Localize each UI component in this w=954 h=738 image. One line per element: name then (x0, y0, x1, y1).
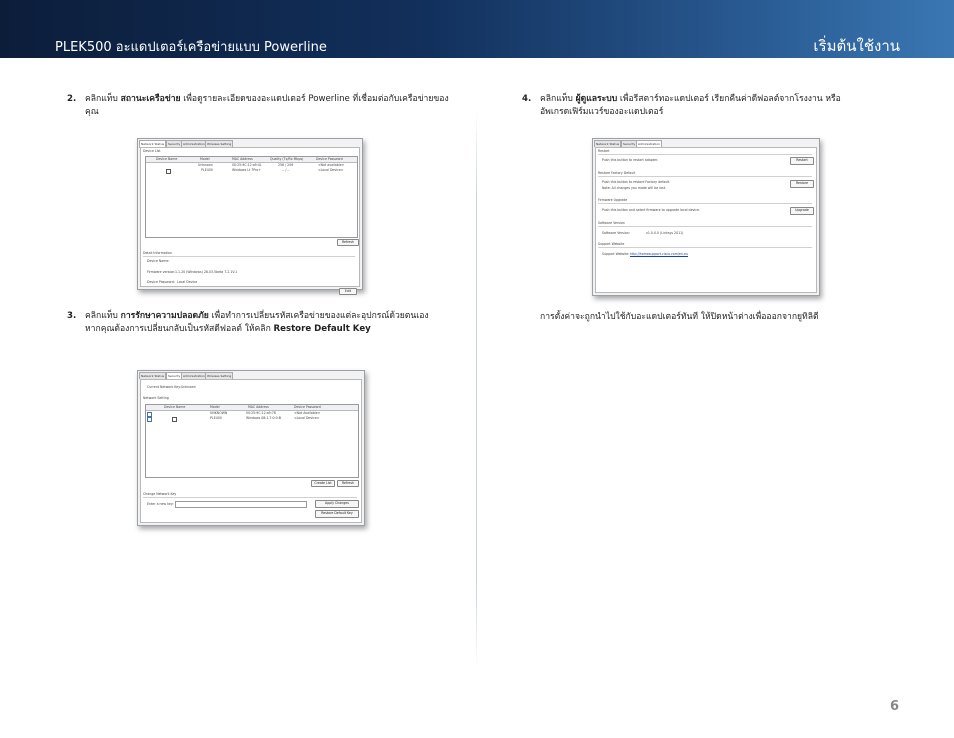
table-row[interactable] (146, 416, 358, 421)
tab-content (140, 379, 362, 523)
device-checkbox[interactable] (172, 417, 177, 422)
step-text: เพื่อดูรายละเอียดของอะแดปเตอร์ Powerline ที่เชื่อมต่อกับเครือข่ายของคุณ (85, 94, 449, 117)
table-cell: 00:25:9C:12:a9:4L (232, 163, 262, 167)
tab-network-status[interactable]: Network Status (141, 142, 165, 146)
column-header: Device Password (316, 157, 343, 161)
current-key-label: Current Network Key: (147, 385, 181, 389)
table-cell: -- / -- (282, 168, 290, 172)
tab-administration[interactable]: Administration (183, 374, 205, 378)
restore-default-key-button[interactable]: Restore Default Key (315, 510, 359, 518)
security-screenshot (137, 370, 365, 526)
current-key-value: Unknown (181, 385, 196, 389)
step-tab-name: สถานะเครือข่าย (120, 94, 181, 104)
step-text: คลิกแท็บ (85, 311, 121, 321)
enter-key-label: Enter a new key: (147, 502, 174, 506)
refresh-button[interactable]: Refresh (337, 239, 359, 246)
detail-password-label: Device Password: (147, 280, 175, 284)
step-3 (67, 310, 437, 336)
tab-content (595, 147, 817, 293)
table-cell: <Local Device> (318, 168, 344, 172)
divider (598, 154, 812, 155)
network-status-screenshot (137, 138, 363, 293)
detail-firmware-label: Firmware version: (147, 270, 176, 274)
detail-title: Detail Information (143, 251, 172, 255)
device-table (145, 156, 358, 238)
divider (143, 256, 355, 257)
table-cell: PLE400 (210, 416, 222, 420)
administration-screenshot (592, 138, 820, 296)
device-list-title: Device List (143, 149, 161, 153)
detail-password-value: Local Device (177, 280, 198, 284)
divider (143, 497, 357, 498)
column-header: Device Name (164, 405, 186, 409)
tab-wireless-setting[interactable]: Wireless Setting (207, 142, 232, 146)
restart-title: Restart (598, 149, 610, 153)
software-version-label: Software Version: (602, 231, 630, 235)
network-setting-title: Network Setting (143, 396, 169, 400)
step-text: คลิกแท็บ (540, 94, 576, 104)
step-text: เพื่อทำการเปลี่ยนรหัสเครือข่ายของแต่ละอุปกรณ์ด้วยตนเอง หากคุณต้องการเปลี่ยนกลับเป็นรหัสดีฟอลต์ ให้คลิก (85, 311, 429, 334)
table-cell: Windows Lt 7Pro+ (232, 168, 262, 172)
column-header: MAC Address (248, 405, 269, 409)
table-cell: PLE400 (201, 168, 213, 172)
tab-bar (594, 140, 818, 147)
change-key-title: Change Network Key (143, 492, 177, 496)
divider (598, 247, 812, 248)
create-list-button[interactable]: Create List (311, 480, 335, 487)
restore-factory-title: Restore Factory Default (598, 171, 636, 175)
column-header: Device Name (156, 157, 178, 161)
restart-button[interactable]: Restart (790, 157, 814, 165)
divider (598, 176, 812, 177)
section-title: เริ่มต้นใช้งาน (813, 37, 900, 55)
support-website-label: Support Website: (602, 252, 630, 256)
step-text: เพื่อรีสตาร์ทอะแดปเตอร์ เรียกคืนค่าดีฟอลต์จากโรงงาน หรืออัพเกรดเฟิร์มแวร์ของอะแดปเตอร์ (540, 94, 841, 117)
tab-network-status[interactable]: Network Status (596, 142, 620, 146)
step-tab-name: ผู้ดูแลระบบ (575, 94, 618, 104)
divider (598, 203, 812, 204)
column-header: Device Password (294, 405, 321, 409)
step-number: 2. (67, 94, 77, 104)
software-version-title: Software Version (598, 221, 625, 225)
column-divider (476, 110, 477, 670)
step-tab-name: การรักษาความปลอดภัย (120, 311, 209, 321)
support-website-link[interactable]: http://homesupport.cisco.com/en-eu (630, 252, 689, 256)
tab-security[interactable]: Security (168, 142, 181, 146)
restore-button[interactable]: Restore (790, 180, 814, 188)
detail-firmware-value: 1.1.20 (Windows) 28.03.5beta 7.2.1V.1 (175, 270, 238, 274)
restart-description: Push this button to restart adapter. (602, 158, 658, 162)
restore-description: Push this button to restore Factory default. (602, 180, 671, 184)
device-checkbox[interactable] (147, 417, 152, 422)
restore-default-key-label: Restore Default Key (273, 324, 371, 334)
column-header: MAC Address (232, 157, 253, 161)
document-title: PLEK500 อะแดปเตอร์เครือข่ายแบบ Powerline (55, 40, 327, 55)
table-cell: <Not Available> (294, 411, 321, 415)
column-header: Model (210, 405, 220, 409)
settings-note: การตั้งค่าจะถูกนำไปใช้กับอะแดปเตอร์ทันที ให้ปิดหน้าต่างเพื่อออกจากยูทิลิตี (540, 312, 819, 322)
table-cell: <Local Device> (294, 416, 320, 420)
page-header (0, 0, 954, 58)
step-text: คลิกแท็บ (85, 94, 121, 104)
column-header: Quality (Tx/Rx Mbps) (270, 157, 304, 161)
apply-changes-button[interactable]: Apply Changes (315, 500, 359, 508)
detail-device-label: Device Name: (147, 259, 170, 263)
step-number: 4. (522, 94, 532, 104)
table-cell: UNKNOWN (210, 411, 228, 415)
step-2 (67, 93, 452, 119)
tab-security[interactable]: Security (168, 374, 181, 378)
table-cell: <Not available> (318, 163, 345, 167)
divider (598, 226, 812, 227)
device-checkbox[interactable] (166, 169, 171, 174)
upgrade-description: Push this button and select firmware to upgrade local device. (602, 208, 701, 212)
edit-button[interactable]: Edit (339, 288, 357, 295)
device-table (145, 404, 359, 478)
step-4 (522, 93, 867, 119)
support-website-title: Support Website (598, 242, 625, 246)
upgrade-button[interactable]: Upgrade (790, 207, 814, 215)
table-row[interactable] (146, 168, 357, 173)
tab-administration[interactable]: Administration (638, 142, 660, 146)
software-version-value: v1.0.0.0 (Linksys 2011) (646, 231, 684, 235)
column-header: Model (200, 157, 210, 161)
tab-content (140, 147, 360, 293)
step-number: 3. (67, 311, 77, 321)
tab-administration[interactable]: Administration (183, 142, 205, 146)
table-cell: Unknown (198, 163, 213, 167)
restore-note: Note: All changes you made will be lost. (602, 186, 666, 190)
page-number: 6 (890, 699, 900, 714)
tab-wireless-setting[interactable]: Wireless Setting (207, 374, 232, 378)
table-cell: Windows 08:1.7:0:0:B (246, 416, 281, 420)
new-key-input[interactable] (175, 501, 307, 508)
tab-bar (139, 372, 363, 379)
tab-network-status[interactable]: Network Status (141, 374, 165, 378)
refresh-button[interactable]: Refresh (337, 480, 359, 487)
firmware-upgrade-title: Firmware Upgrade (598, 198, 628, 202)
tab-security[interactable]: Security (623, 142, 636, 146)
table-cell: 256 / 206 (278, 163, 294, 167)
tab-bar (139, 140, 361, 147)
table-cell: 00:25:9C:12:a9:78 (246, 411, 276, 415)
